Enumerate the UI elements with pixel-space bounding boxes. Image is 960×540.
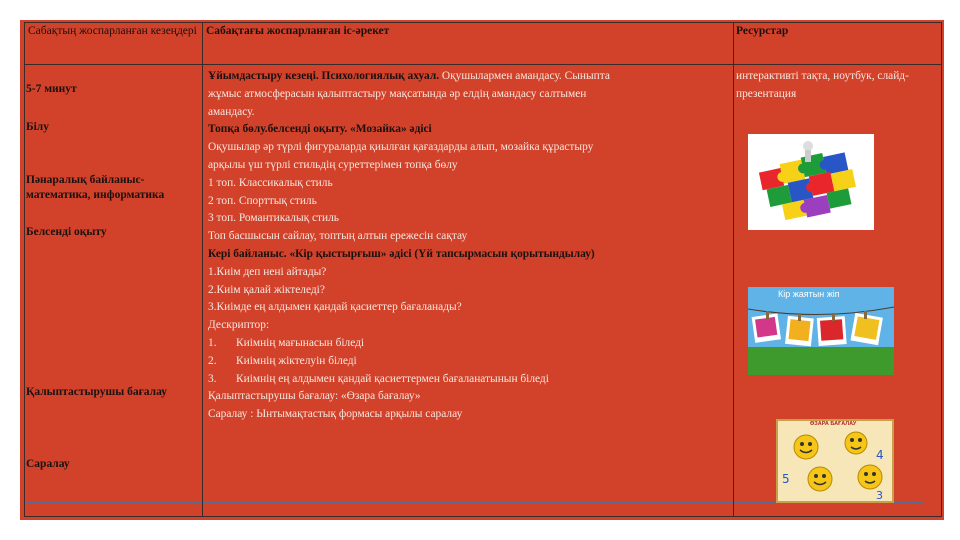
- stage-formative: Қалыптастырушы бағалау: [26, 386, 168, 398]
- group-3: 3 топ. Романтикалық стиль: [208, 212, 339, 225]
- col-border-left: [24, 22, 25, 516]
- col-border-1: [202, 22, 203, 516]
- descriptor-3: Киімнің ең алдымен қандай қасиеттермен бағаланатынын біледі: [236, 372, 549, 385]
- group-text-2: арқылы үш түрлі стильдің суреттерімен топқа бөлу: [208, 158, 458, 171]
- eval-caption: ӨЗАРА БАҒАЛАУ: [810, 421, 857, 427]
- descriptor-1: Киімнің мағынасын біледі: [236, 336, 365, 349]
- smiley-faces-icon: [776, 419, 894, 503]
- differentiation-text: Саралау : Ынтымақтастық формасы арқылы саралау: [208, 408, 463, 421]
- activity-cell: [208, 68, 708, 424]
- header-bottom-border: [24, 64, 942, 65]
- descriptor-3-num: 3.: [208, 372, 217, 385]
- leader-text: Топ басшысын сайлау, топтың алтын ережесін сақтау: [208, 230, 468, 243]
- stage-differentiation: Саралау: [26, 458, 70, 470]
- clothesline-photos-icon: [748, 287, 894, 375]
- peer-assessment-image: [776, 419, 894, 503]
- resources-text: интерактивті тақта, ноутбук, слайд-презентация: [736, 70, 909, 100]
- table-bottom-border-outer: [24, 516, 942, 517]
- org-text-2: жұмыс атмосферасын қалыптастыру мақсатында әр елдің амандасу салтымен: [208, 87, 587, 100]
- descriptor-1-num: 1.: [208, 336, 217, 349]
- stage-active-learning: Белсенді оқыту: [26, 226, 107, 238]
- feedback-title: Кері байланыс. «Кір қыстырғыш» әдісі (Үй тапсырмасын қорытындылау): [208, 247, 595, 260]
- descriptor-2: Киімнің жіктелуін біледі: [236, 354, 357, 367]
- question-1: 1.Киім деп нені айтады?: [208, 265, 327, 278]
- group-text-1: Оқушылар әр түрлі фигураларда қиылған қағаздарды алып, мозайка құрастыру: [208, 141, 594, 154]
- question-3: 3.Киімде ең алдымен қандай қасиеттер бағаланады?: [208, 301, 462, 314]
- descriptor-label: Дескриптор:: [208, 319, 270, 332]
- puzzle-image: [748, 134, 874, 230]
- header-resources: Ресурстар: [736, 25, 789, 37]
- header-stages: Сабақтың жоспарланған кезеңдері: [28, 25, 197, 37]
- group-title: Топқа бөлу.белсенді оқыту. «Мозайка» әдісі: [208, 123, 432, 136]
- clothesline-caption: Кір жаятын жіп: [778, 289, 840, 299]
- question-2: 2.Киім қалай жіктеледі?: [208, 283, 325, 296]
- descriptor-2-num: 2.: [208, 354, 217, 367]
- slide: [20, 20, 944, 520]
- org-text-3: амандасу.: [208, 105, 255, 118]
- org-text-1: Оқушылармен амандасу. Сыныпта: [439, 70, 610, 82]
- formative-text: Қалыптастырушы бағалау: «Өзара бағалау»: [208, 390, 421, 403]
- stage-bilu: Білу: [26, 121, 49, 133]
- svg-text:3: 3: [876, 489, 883, 502]
- header-activity: Сабақтағы жоспарланған іс-әрекет: [206, 25, 390, 37]
- org-title: Ұйымдастыру кезеңі. Психологиялық ахуал.: [208, 70, 440, 82]
- col-border-right: [941, 22, 942, 516]
- puzzle-pieces-icon: [748, 134, 874, 230]
- clothesline-image: [748, 287, 894, 375]
- stage-time: 5-7 минут: [26, 83, 77, 95]
- stage-interdisciplinary: Пәнаралық байланыс-математика, информатика: [26, 174, 165, 201]
- group-1: 1 топ. Классикалық стиль: [208, 176, 333, 189]
- svg-text:4: 4: [876, 448, 884, 462]
- col-border-2: [733, 22, 734, 516]
- svg-text:5: 5: [782, 472, 790, 486]
- group-2: 2 топ. Спорттық стиль: [208, 194, 317, 207]
